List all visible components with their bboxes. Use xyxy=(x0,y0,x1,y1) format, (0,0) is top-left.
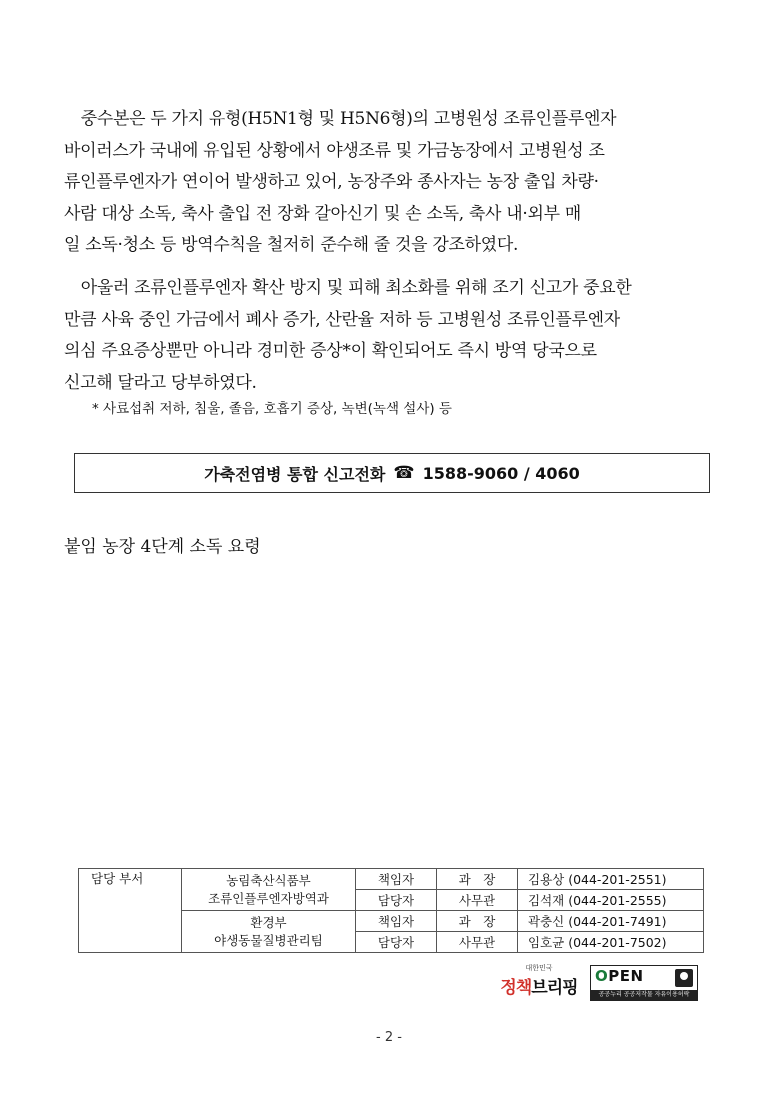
paragraph-line: 류인플루엔자가 연이어 발생하고 있어, 농장주와 종사자는 농장 출입 차량· xyxy=(64,172,599,192)
contact-title: 사무관 xyxy=(437,932,518,953)
paragraph-line: 의심 주요증상뿐만 아니라 경미한 증상*이 확인되어도 즉시 방역 당국으로 xyxy=(64,341,597,361)
open-logo-o: O xyxy=(595,967,609,985)
page-number: - 2 - xyxy=(376,1030,402,1045)
paragraph-1 xyxy=(64,104,714,262)
contact-name: 김용상 (044-201-2551) xyxy=(518,869,704,890)
hotline-box xyxy=(74,453,710,493)
contact-title: 과 장 xyxy=(437,911,518,932)
contact-role: 책임자 xyxy=(356,869,437,890)
attribution-icon xyxy=(675,969,693,987)
team-name: 조류인플루엔자방역과 xyxy=(208,890,329,906)
footnote: * 사료섭취 저하, 침울, 졸음, 호흡기 증상, 녹변(녹색 설사) 등 xyxy=(92,401,452,417)
paragraph-2 xyxy=(64,273,714,399)
briefing-logo-small-text: 대한민국 xyxy=(525,964,553,972)
department-cell xyxy=(182,911,356,953)
open-logo-text xyxy=(595,967,644,985)
paragraph-line: 바이러스가 국내에 유입된 상황에서 야생조류 및 가금농장에서 고병원성 조 xyxy=(64,140,605,161)
paragraph-line: 일 소독·청소 등 방역수칙을 철저히 준수해 줄 것을 강조하였다. xyxy=(64,235,519,255)
briefing-logo-text-b: 브리핑 xyxy=(531,978,578,998)
ministry-name: 농림축산식품부 xyxy=(226,872,311,888)
paragraph-line: 사람 대상 소독, 축사 출입 전 장화 갈아신기 및 손 소독, 축사 내·외부 매 xyxy=(64,203,581,224)
policy-briefing-logo xyxy=(494,963,584,1003)
briefing-logo-text-a: 정책 xyxy=(500,978,532,998)
department-cell xyxy=(182,869,356,911)
paragraph-line: 만큼 사육 중인 가금에서 폐사 증가, 산란율 저하 등 고병원성 조류인플루엔자 xyxy=(64,309,620,330)
contact-title: 사무관 xyxy=(437,890,518,911)
contacts-table xyxy=(78,868,704,953)
phone-icon: ☎ xyxy=(393,463,415,483)
logos xyxy=(494,963,700,1003)
paragraph-line: 중수본은 두 가지 유형(H5N1형 및 H5N6형)의 고병원성 조류인플루엔자 xyxy=(64,109,617,129)
contact-name: 임호균 (044-201-7502) xyxy=(518,932,704,953)
paragraph-line: 신고해 달라고 당부하였다. xyxy=(64,372,257,393)
department-header: 담당 부서 xyxy=(79,869,182,953)
open-logo-subtext: 공공누리 공공저작물 자유이용허락 xyxy=(591,990,697,1000)
contact-name: 곽충신 (044-201-7491) xyxy=(518,911,704,932)
contact-role: 담당자 xyxy=(356,932,437,953)
contact-role: 담당자 xyxy=(356,890,437,911)
contact-title: 과 장 xyxy=(437,869,518,890)
paragraph-line: 아울러 조류인플루엔자 확산 방지 및 피해 최소화를 위해 조기 신고가 중요한 xyxy=(64,278,632,298)
hotline-label: 가축전염병 통합 신고전화 xyxy=(204,464,386,484)
team-name: 야생동물질병관리팀 xyxy=(214,932,323,948)
briefing-logo-text xyxy=(494,973,584,998)
contact-role: 책임자 xyxy=(356,911,437,932)
ministry-name: 환경부 xyxy=(250,914,287,930)
kogl-open-logo xyxy=(590,965,698,1001)
open-logo-pen: PEN xyxy=(608,967,644,985)
hotline-numbers: 1588-9060 / 4060 xyxy=(422,463,580,483)
contact-name: 김석재 (044-201-2555) xyxy=(518,890,704,911)
attachment-note: 붙임 농장 4단계 소독 요령 xyxy=(64,537,261,557)
